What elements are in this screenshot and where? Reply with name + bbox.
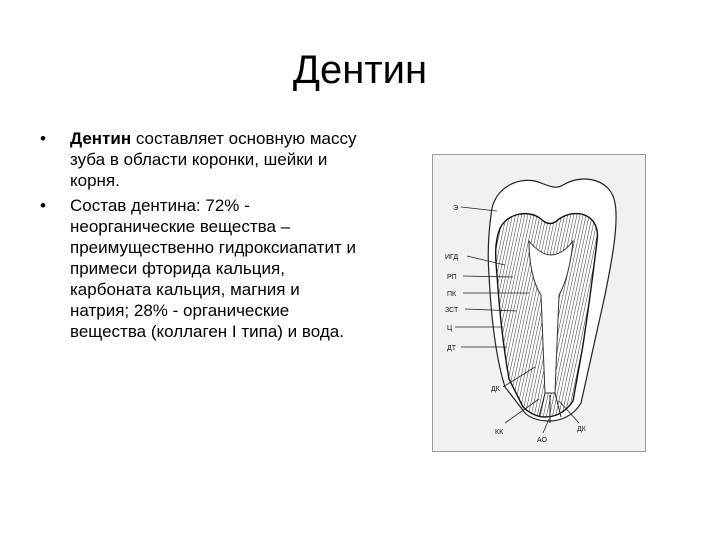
label-dk-left: ДК	[491, 386, 500, 393]
label-zst: ЗСТ	[445, 307, 459, 314]
bullet-list	[40, 128, 360, 346]
bullet-item	[40, 128, 360, 191]
label-rp: РП	[447, 274, 457, 281]
bullet-marker: •	[40, 129, 46, 148]
label-e: Э	[453, 205, 459, 212]
bullet-item	[40, 195, 360, 342]
label-kk: КК	[495, 429, 504, 436]
bullet-text: составляет основную массу зуба в области коронки, шейки и корня.	[70, 129, 357, 190]
label-dk-right: ДК	[577, 426, 586, 433]
tooth-diagram	[432, 154, 646, 452]
bullet-term: Дентин	[70, 129, 132, 148]
tooth-drawing	[433, 155, 647, 453]
bullet-text: Состав дентина: 72% - неорганические вещества – преимущественно гидроксиапатит и примеси фторида кальция, карбоната кальция, магния и натрия; 28% - органические вещества (коллаген I типа) и вода.	[70, 196, 356, 341]
slide-title: Дентин	[292, 48, 428, 92]
label-ts: Ц	[447, 325, 453, 332]
label-pk: ПК	[447, 291, 457, 298]
bullet-marker: •	[40, 196, 46, 215]
label-dt: ДТ	[447, 345, 457, 352]
label-ao: АО	[537, 437, 547, 444]
label-igd: ИГД	[445, 254, 459, 261]
